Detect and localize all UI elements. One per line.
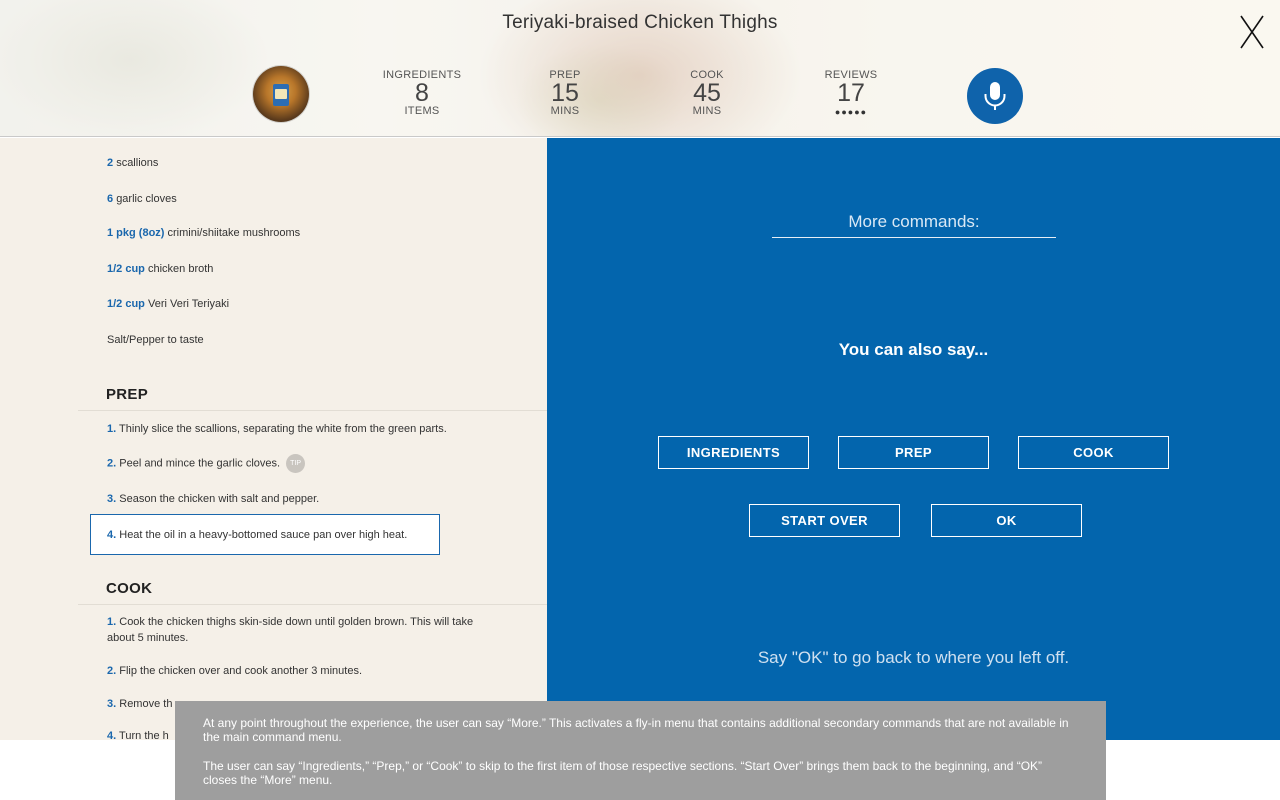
- stat-reviews-caption: REVIEWS: [824, 69, 878, 81]
- close-icon: [1236, 12, 1268, 52]
- step-text: Heat the oil in a heavy-bottomed sauce pan over high heat.: [119, 529, 408, 541]
- step-number: 1.: [107, 616, 117, 628]
- product-avatar: [253, 66, 309, 122]
- step-text: Turn the h: [119, 730, 169, 740]
- ingredient-name: Veri Veri Teriyaki: [147, 298, 230, 310]
- stat-cook-value: 45: [693, 79, 721, 107]
- step-text: Flip the chicken over and cook another 3 minutes.: [119, 665, 362, 677]
- annotation-paragraph: At any point throughout the experience, the user can say “More.” This activates a fly-in menu that contains additional secondary commands that are not available in the main command menu.: [203, 716, 1069, 744]
- more-commands-underline: [772, 237, 1056, 238]
- ingredient-name: Salt/Pepper to taste: [107, 334, 204, 346]
- step-text: Remove th: [119, 698, 173, 710]
- more-commands-title: More commands:: [848, 212, 980, 231]
- recipe-header: [0, 0, 1280, 137]
- cook-command-button[interactable]: COOK: [1018, 436, 1169, 469]
- step-number: 3.: [107, 493, 117, 505]
- step-text: Thinly slice the scallions, separating the white from the green parts.: [119, 423, 447, 435]
- cook-divider: [78, 604, 547, 605]
- current-step-highlight[interactable]: [90, 514, 440, 555]
- stat-reviews[interactable]: [816, 69, 886, 117]
- microphone-button[interactable]: [967, 68, 1023, 124]
- stat-ingredients-caption: INGREDIENTS: [382, 69, 462, 81]
- cook-step[interactable]: [107, 663, 507, 679]
- also-say-heading: You can also say...: [838, 340, 989, 359]
- ingredient-item: [107, 227, 300, 239]
- ingredient-qty: 1/2 cup: [107, 298, 145, 310]
- start-over-command-button[interactable]: START OVER: [749, 504, 900, 537]
- prep-step[interactable]: [107, 491, 507, 507]
- stat-prep-unit: MINS: [550, 105, 580, 117]
- step-number: 3.: [107, 698, 117, 710]
- ok-command-button[interactable]: OK: [931, 504, 1082, 537]
- stat-reviews-value: 17: [837, 79, 865, 107]
- stat-prep-value: 15: [551, 79, 579, 107]
- stat-prep: [530, 69, 600, 117]
- prep-command-button[interactable]: PREP: [838, 436, 989, 469]
- ingredient-name: crimini/shiitake mushrooms: [167, 227, 301, 239]
- stat-ingredients: [382, 69, 462, 117]
- ingredient-item: [107, 298, 229, 310]
- prep-step-current: [107, 527, 437, 543]
- step-text: Season the chicken with salt and pepper.: [119, 493, 320, 505]
- bottle-label-inner-shape: [275, 89, 287, 99]
- annotation-caption: [175, 701, 1106, 800]
- stat-cook-unit: MINS: [692, 105, 722, 117]
- ingredient-item: [107, 193, 177, 205]
- step-text: Peel and mince the garlic cloves.: [119, 457, 281, 470]
- cook-heading: COOK: [106, 580, 153, 597]
- prep-step[interactable]: [107, 454, 507, 473]
- stat-ingredients-unit: ITEMS: [404, 105, 440, 117]
- close-button[interactable]: [1236, 12, 1268, 52]
- more-commands-panel: [547, 138, 1280, 740]
- stat-ingredients-value: 8: [415, 79, 429, 107]
- ingredient-qty: 1/2 cup: [107, 263, 145, 275]
- ingredient-item: [107, 157, 158, 169]
- rating-dots: ●●●●●: [834, 107, 868, 117]
- ingredients-command-button[interactable]: INGREDIENTS: [658, 436, 809, 469]
- ok-hint-text: Say "OK" to go back to where you left off.: [757, 648, 1070, 667]
- ingredient-item: [107, 334, 204, 346]
- step-number: 2.: [107, 665, 117, 677]
- prep-step[interactable]: [107, 421, 507, 437]
- step-number: 2.: [107, 457, 117, 470]
- ingredient-name: garlic cloves: [116, 193, 177, 205]
- tip-badge[interactable]: TIP: [286, 454, 305, 473]
- step-number: 1.: [107, 423, 117, 435]
- stat-prep-caption: PREP: [549, 69, 581, 81]
- recipe-steps-pane[interactable]: [0, 138, 547, 740]
- stat-cook-caption: COOK: [690, 69, 724, 81]
- cook-step[interactable]: [107, 614, 502, 646]
- ingredient-name: scallions: [116, 157, 159, 169]
- annotation-paragraph: The user can say “Ingredients,” “Prep,” or “Cook” to skip to the first item of those respective sections. “Start Over” brings them back to the beginning, and “OK” closes the “More” menu.: [203, 759, 1043, 787]
- ingredient-qty: 6: [107, 193, 114, 205]
- prep-heading: PREP: [106, 386, 149, 403]
- ingredient-name: chicken broth: [147, 263, 214, 275]
- ingredient-qty: 2: [107, 157, 114, 169]
- prep-divider: [78, 410, 547, 411]
- page-title: Teriyaki-braised Chicken Thighs: [502, 12, 778, 33]
- ingredient-qty: 1 pkg (8oz): [107, 227, 165, 239]
- stat-cook: [672, 69, 742, 117]
- step-text: Cook the chicken thighs skin-side down until golden brown. This will take about 5 minutes.: [107, 616, 474, 644]
- microphone-icon: [967, 68, 1023, 124]
- step-number: 4.: [107, 730, 117, 740]
- ingredient-item: [107, 263, 213, 275]
- step-number: 4.: [107, 529, 117, 541]
